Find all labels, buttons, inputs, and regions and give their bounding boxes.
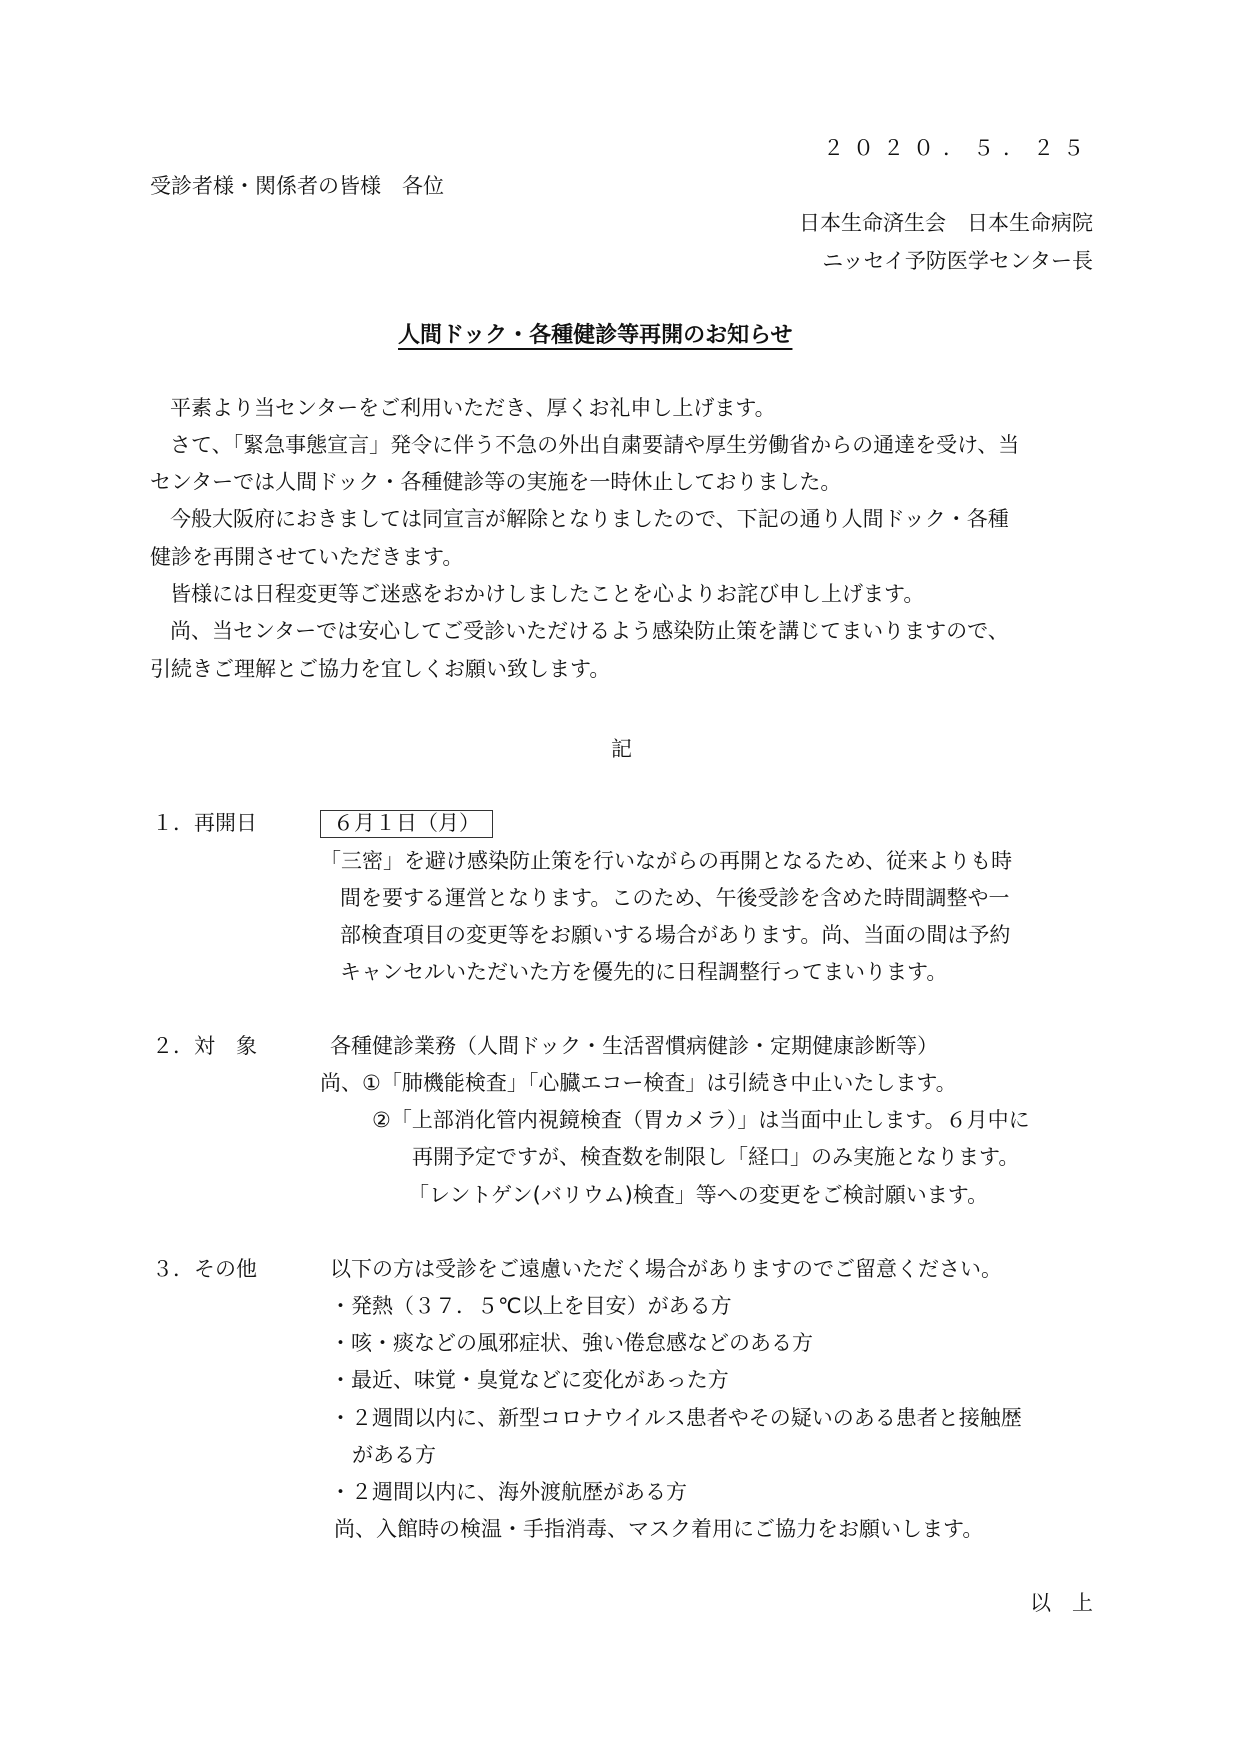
section2-line: 各種健診業務（人間ドック・生活習慣病健診・定期健康診断等） — [330, 1034, 939, 1058]
section3-line: 以下の方は受診をご遠慮いただく場合がありますのでご留意ください。 — [330, 1257, 1002, 1281]
section2-line: 再開予定ですが、検査数を制限し「経口」のみ実施となります。 — [412, 1145, 1020, 1169]
section1-line: 間を要する運営となります。このため、午後受診を含めた時間調整や一 — [340, 886, 1010, 910]
section3-label: ３．その他 — [152, 1257, 257, 1281]
sender-organization: 日本生命済生会 日本生命病院 — [799, 211, 1093, 235]
section3-line: ・咳・痰などの風邪症状、強い倦怠感などのある方 — [330, 1331, 813, 1355]
body-line: 健診を再開させていただきます。 — [150, 545, 464, 569]
body-line: 引続きご理解とご協力を宜しくお願い致します。 — [150, 657, 611, 681]
section1-label: １．再開日 — [152, 811, 257, 835]
sender-title: ニッセイ予防医学センター長 — [822, 249, 1093, 273]
section2-line: ②「上部消化管内視鏡検査（胃カメラ）」は当面中止します。６月中に — [372, 1108, 1030, 1132]
section2-line: 尚、①「肺機能検査」「心臓エコー検査」は引続き中止いたします。 — [320, 1071, 957, 1095]
section1-line: 部検査項目の変更等をお願いする場合があります。尚、当面の間は予約 — [340, 923, 1011, 947]
section2-label: ２．対 象 — [152, 1034, 257, 1058]
addressee: 受診者様・関係者の皆様 各位 — [150, 174, 444, 198]
ki-heading: 記 — [611, 737, 632, 761]
section2-line: 「レントゲン(バリウム)検査」等への変更をご検討願います。 — [408, 1183, 989, 1207]
body-line: 尚、当センターでは安心してご受診いただけるよう感染防止策を講じてまいりますので、 — [170, 619, 1009, 643]
section3-line: 尚、入館時の検温・手指消毒、マスク着用にご協力をお願いします。 — [334, 1517, 984, 1541]
closing-mark: 以 上 — [1030, 1591, 1093, 1615]
section3-line: ・最近、味覚・臭覚などに変化があった方 — [330, 1368, 729, 1392]
section3-line: ・発熱（３７．５℃以上を目安）がある方 — [330, 1294, 732, 1318]
body-line: 皆様には日程変更等ご迷惑をおかけしましたことを心よりお詫び申し上げます。 — [170, 582, 925, 606]
page-title: 人間ドック・各種健診等再開のお知らせ — [398, 323, 793, 348]
body-line: 平素より当センターをご利用いただき、厚くお礼申し上げます。 — [170, 396, 776, 420]
reopen-date: ６月１日（月） — [320, 810, 493, 838]
section3-line: ・２週間以内に、新型コロナウイルス患者やその疑いのある患者と接触歴 — [330, 1406, 1022, 1430]
section3-line: がある方 — [352, 1443, 436, 1467]
section1-line: キャンセルいただいた方を優先的に日程調整行ってまいります。 — [340, 960, 948, 984]
section3-line: ・２週間以内に、海外渡航歴がある方 — [330, 1480, 687, 1504]
section1-line: 「三密」を避け感染防止策を行いながらの再開となるため、従来よりも時 — [320, 849, 1013, 873]
body-line: さて、「緊急事態宣言」発令に伴う不急の外出自粛要請や厚生労働省からの通達を受け、当 — [170, 433, 1020, 457]
body-line: 今般大阪府におきましては同宣言が解除となりましたので、下記の通り人間ドック・各種 — [170, 507, 1009, 531]
body-line: センターでは人間ドック・各種健診等の実施を一時休止しておりました。 — [150, 470, 842, 494]
document-date: ２０２０．５．２５ — [823, 136, 1093, 160]
